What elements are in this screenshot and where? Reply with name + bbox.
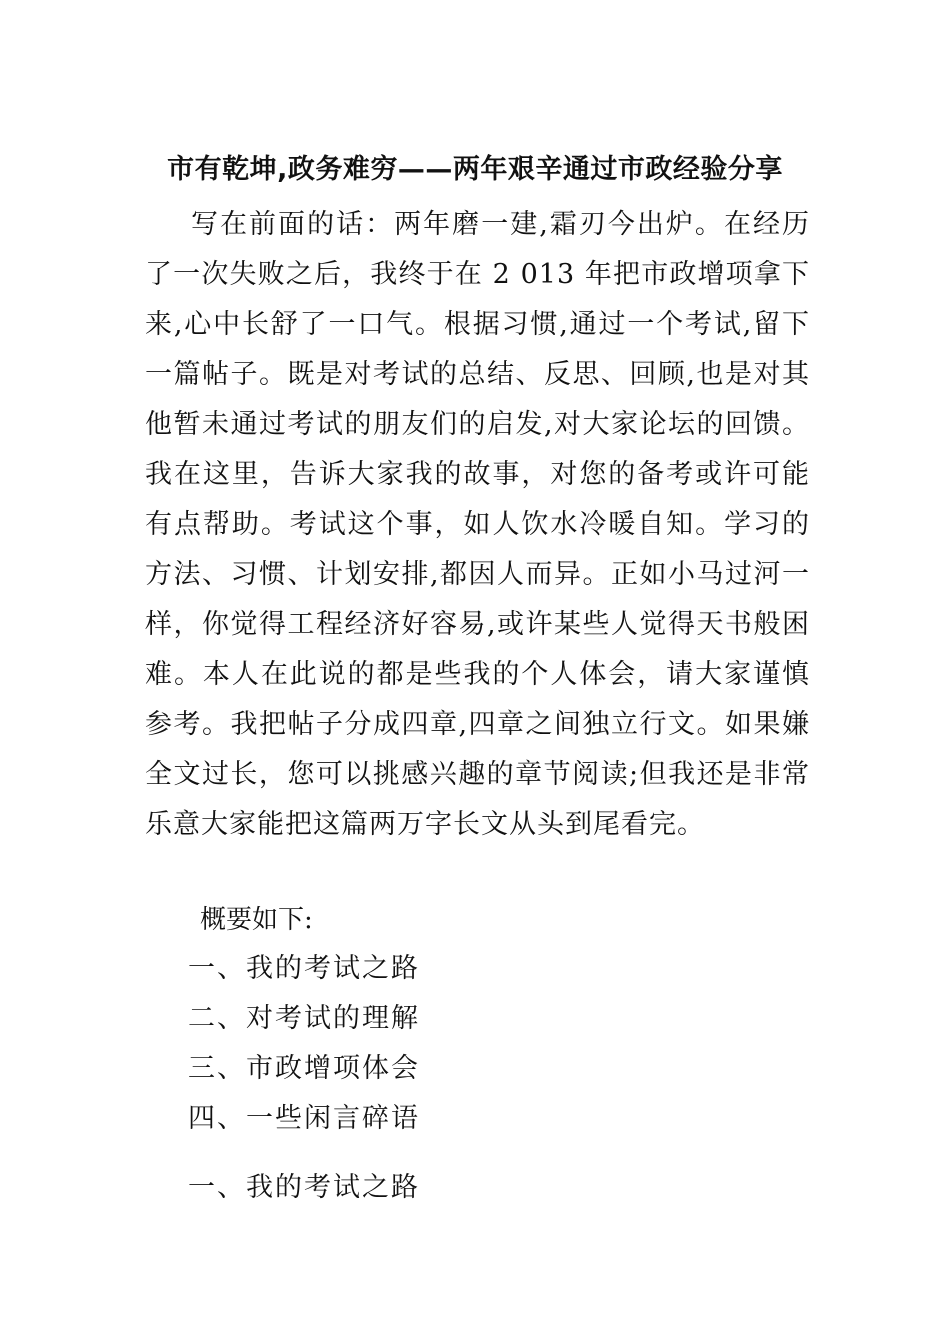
- outline-list: [188, 944, 420, 1144]
- outline-item: 三、市政增项体会: [188, 1053, 420, 1084]
- section-heading: 一、我的考试之路: [188, 1172, 420, 1203]
- document-title: 市有乾坤,政务难穷——两年艰辛通过市政经验分享: [167, 154, 783, 186]
- outline-item: 四、一些闲言碎语: [188, 1103, 420, 1134]
- summary-label: 概要如下:: [200, 905, 313, 935]
- intro-paragraph: 写在前面的话：两年磨一建,霜刃今出炉。在经历了一次失败之后，我终于在 2 013 年把市政增项拿下来,心中长舒了一口气。根据习惯,通过一个考试,留下一篇帖子。既是对考试的总结、反思、回顾,也是对其他暂未通过考试的朋友们的启发,对大家论坛的回馈。我在这里，告诉大家我的故事，对您的备考或许可能有点帮助。考试这个事，如人饮水冷暖自知。学习的方法、习惯、计划安排,都因人而异。正如小马过河一样，你觉得工程经济好容易,或许某些人觉得天书般困难。本人在此说的都是些我的个人体会，请大家谨慎参考。我把帖子分成四章,四章之间独立行文。如果嫌全文过长，您可以挑感兴趣的章节阅读;但我还是非常乐意大家能把这篇两万字长文从头到尾看完。: [145, 209, 810, 840]
- outline-item: 二、对考试的理解: [188, 1003, 420, 1034]
- outline-item: 一、我的考试之路: [188, 953, 420, 984]
